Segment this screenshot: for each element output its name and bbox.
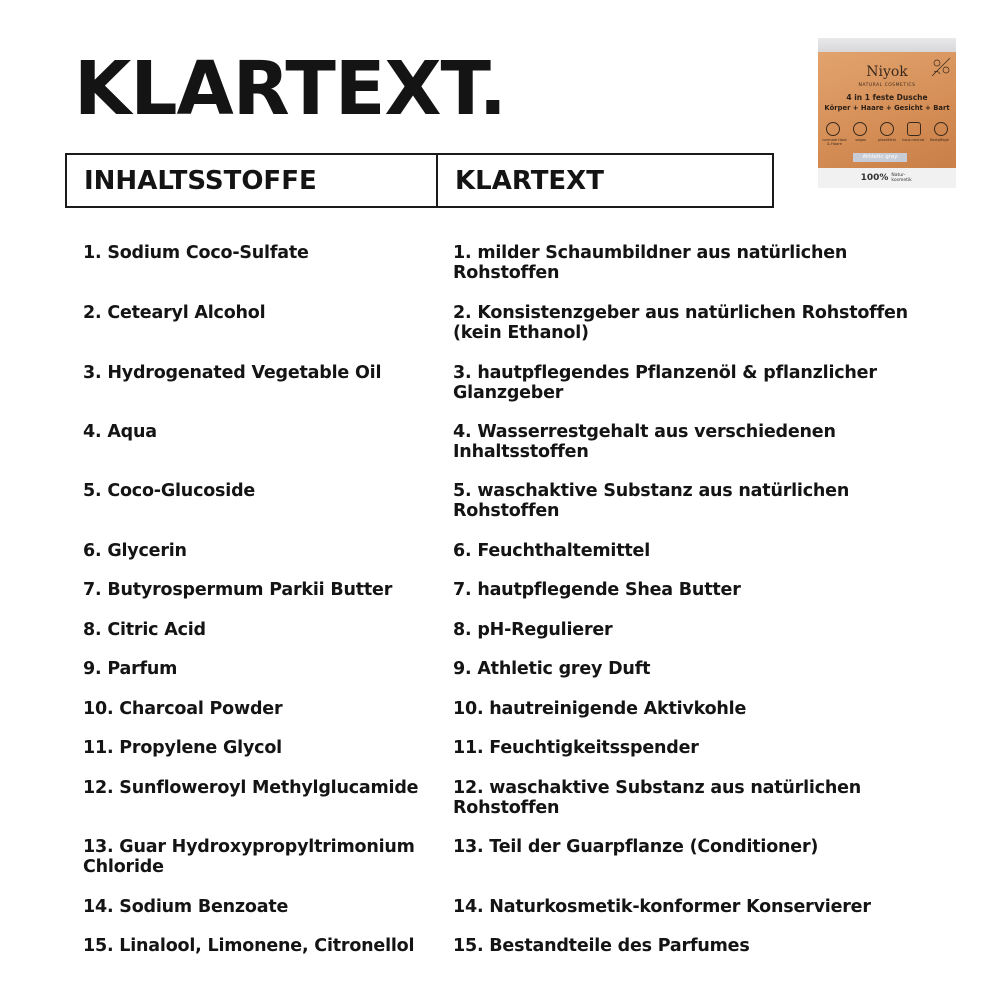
page-title: KLARTEXT. — [74, 46, 506, 132]
ingredient-name: 10. Charcoal Powder — [83, 699, 283, 719]
package-front — [818, 52, 956, 168]
ingredient-name: 15. Linalool, Limonene, Citronellol — [83, 936, 415, 956]
skin-hair-icon — [826, 122, 840, 136]
ingredient-explanation: 10. hautreinigende Aktivkohle — [453, 699, 747, 719]
ingredient-explanation: 13. Teil der Guarpflanze (Conditioner) — [453, 837, 819, 857]
ingredient-name: 12. Sunfloweroyl Methylglucamide — [83, 778, 419, 798]
product-icons — [826, 122, 948, 136]
product-subtitle: NATURAL COSMETICS — [858, 83, 916, 88]
ingredient-explanation: 14. Naturkosmetik-konformer Konservierer — [453, 897, 871, 917]
icon-label: haut-neutral — [902, 138, 925, 142]
product-name: 4 in 1 feste Dusche — [846, 93, 928, 102]
ingredient-explanation: 4. Wasserrestgehalt aus verschiedenen Inhaltsstoffen — [453, 422, 836, 462]
ingredient-explanation: 8. pH-Regulierer — [453, 620, 613, 640]
ingredient-explanation: 1. milder Schaumbildner aus natürlichen Rohstoffen — [453, 243, 848, 283]
ingredient-explanation: 15. Bestandteile des Parfumes — [453, 936, 750, 956]
product-usage: Körper + Haare + Gesicht + Bart — [824, 104, 950, 112]
ingredient-name: 2. Cetearyl Alcohol — [83, 303, 266, 323]
product-image — [818, 38, 956, 188]
beard-care-icon — [934, 122, 948, 136]
product-icon-labels — [822, 138, 952, 146]
ingredient-name: 5. Coco-Glucoside — [83, 481, 256, 501]
ingredient-explanation: 6. Feuchthaltemittel — [453, 541, 651, 561]
ingredient-explanation: 11. Feuchtigkeitsspender — [453, 738, 699, 758]
ingredient-name: 14. Sodium Benzoate — [83, 897, 289, 917]
icon-label: normale Haut & Haare — [822, 138, 847, 146]
ingredient-name: 1. Sodium Coco-Sulfate — [83, 243, 309, 263]
ingredient-explanation: 2. Konsistenzgeber aus natürlichen Rohstoffen (kein Ethanol) — [453, 303, 908, 343]
ingredient-name: 11. Propylene Glycol — [83, 738, 282, 758]
ingredient-name: 9. Parfum — [83, 659, 178, 679]
header-klartext: KLARTEXT — [455, 165, 604, 196]
ingredient-explanation: 9. Athletic grey Duft — [453, 659, 651, 679]
ingredient-name: 13. Guar Hydroxypropyltrimonium Chloride — [83, 837, 415, 877]
vegan-icon — [853, 122, 867, 136]
ingredient-explanation: 7. hautpflegende Shea Butter — [453, 580, 741, 600]
skin-neutral-icon — [907, 122, 921, 136]
product-variant: Athletic grey — [853, 153, 907, 162]
ingredient-explanation: 3. hautpflegendes Pflanzenöl & pflanzlicher Glanzgeber — [453, 363, 877, 403]
icon-label: vegan — [855, 138, 867, 142]
ingredient-explanation: 12. waschaktive Substanz aus natürlichen Rohstoffen — [453, 778, 862, 818]
badge-percent: 100% — [860, 173, 889, 183]
table-header — [65, 153, 774, 208]
ingredient-name: 8. Citric Acid — [83, 620, 206, 640]
badge-label: Natur-kosmetik — [891, 173, 912, 183]
ingredient-name: 3. Hydrogenated Vegetable Oil — [83, 363, 382, 383]
header-ingredients: INHALTSSTOFFE — [67, 155, 438, 206]
icon-label: Bartpflege — [930, 138, 949, 142]
icon-label: plastikfrei — [878, 138, 896, 142]
ingredient-explanation: 5. waschaktive Substanz aus natürlichen Rohstoffen — [453, 481, 850, 521]
decor-leaf-icon — [928, 54, 954, 80]
natural-badge — [818, 168, 956, 188]
ingredient-name: 6. Glycerin — [83, 541, 187, 561]
product-brand: Niyok — [866, 64, 908, 80]
plastic-free-icon — [880, 122, 894, 136]
package-lid — [818, 38, 956, 52]
ingredient-name: 4. Aqua — [83, 422, 157, 442]
ingredient-name: 7. Butyrospermum Parkii Butter — [83, 580, 393, 600]
